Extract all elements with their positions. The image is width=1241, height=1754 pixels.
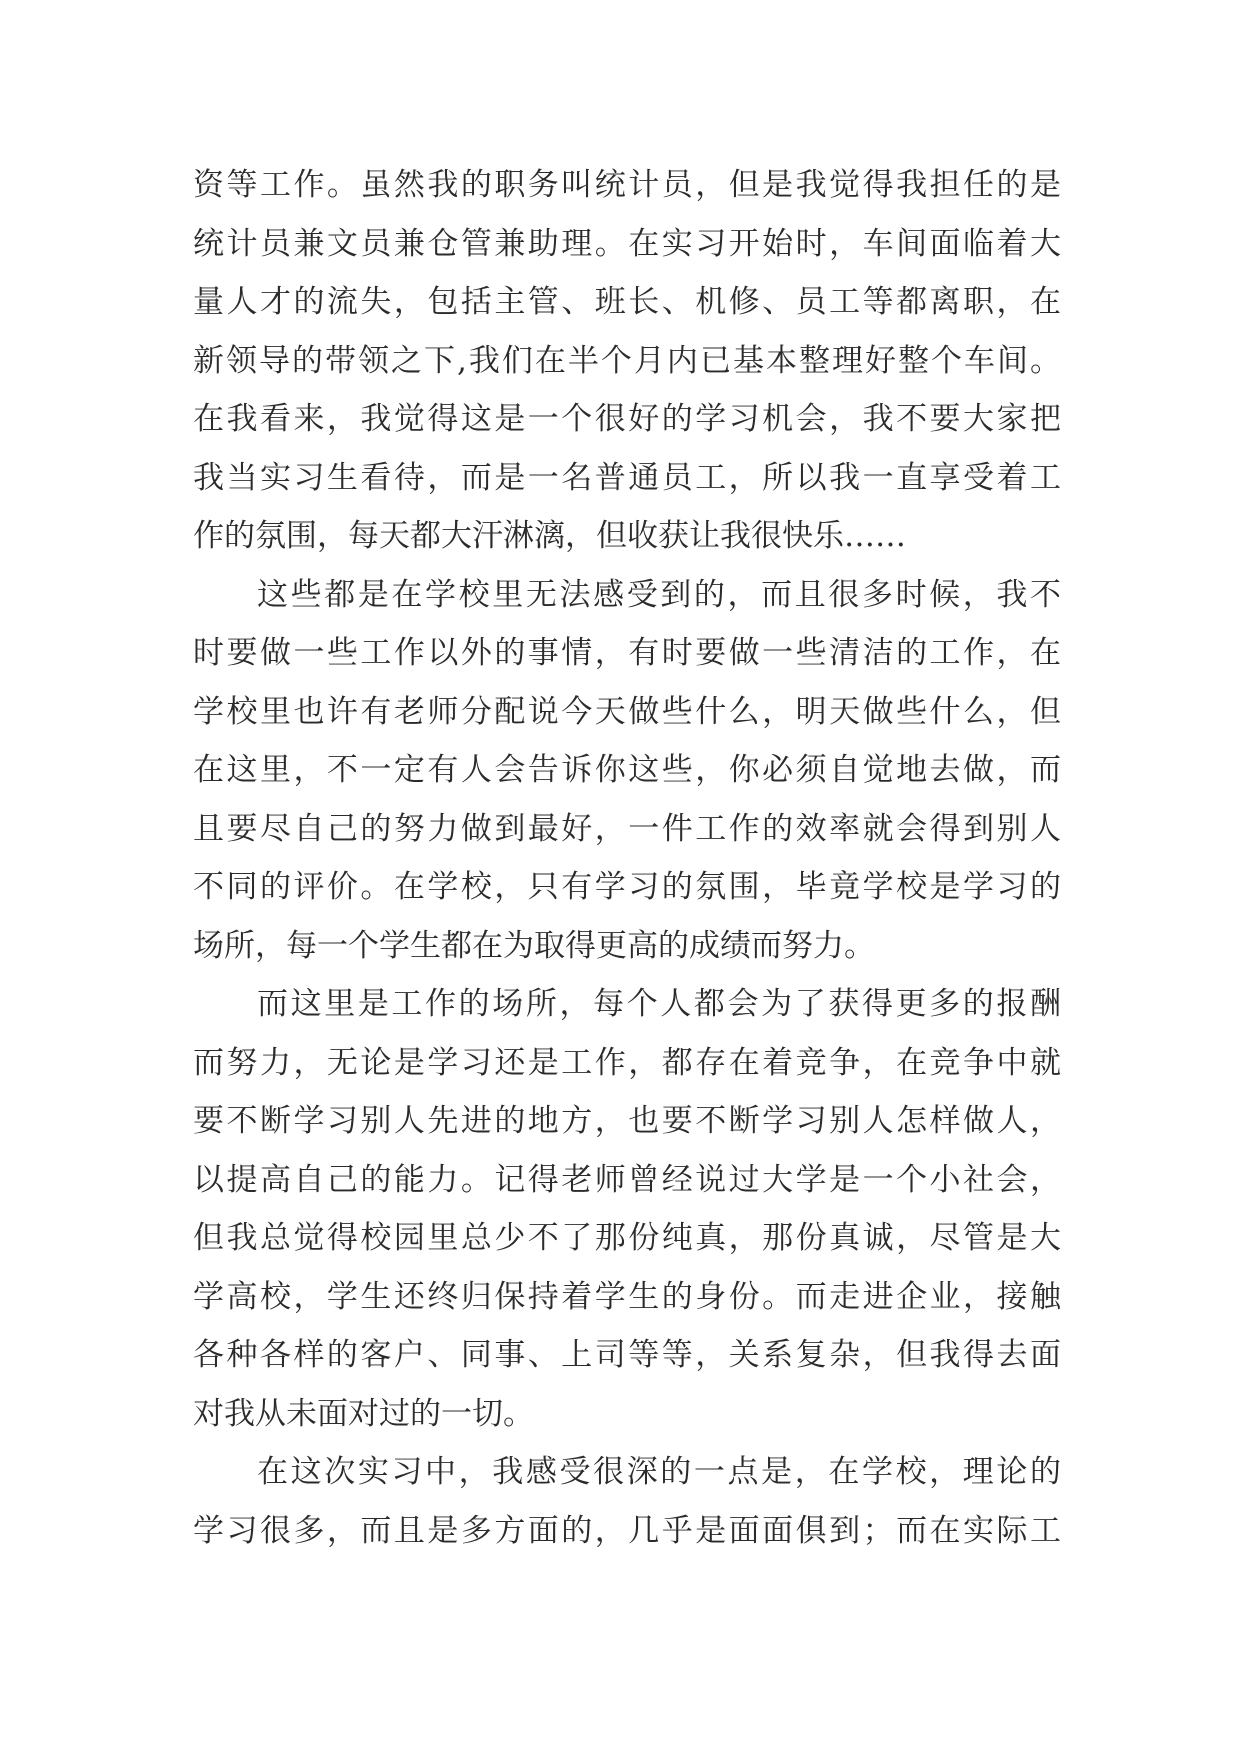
text-line: 不同的评价。在学校，只有学习的氛围，毕竟学校是学习的: [193, 869, 1061, 905]
text-line: 时要做一些工作以外的事情，有时要做一些清洁的工作，在: [193, 635, 1061, 671]
text-line: 作的氛围，每天都大汗淋漓，但收获让我很快乐……: [193, 518, 906, 554]
text-line: 统计员兼文员兼仓管兼助理。在实习开始时，车间面临着大: [193, 225, 1061, 262]
text-line: 学习很多，而且是多方面的，几乎是面面俱到；而在实际工: [193, 1512, 1061, 1549]
text-line: 学校里也许有老师分配说今天做些什么，明天做些什么，但: [193, 693, 1061, 730]
text-line: 在这次实习中，我感受很深的一点是，在学校，理论的: [257, 1454, 1061, 1490]
text-line: 对我从未面对过的一切。: [193, 1395, 534, 1432]
text-line: 要不断学习别人先进的地方，也要不断学习别人怎样做人，: [193, 1103, 1061, 1139]
text-line: 在我看来，我觉得这是一个很好的学习机会，我不要大家把: [193, 401, 1061, 437]
text-line: 在这里，不一定有人会告诉你这些，你必须自觉地去做，而: [193, 752, 1061, 788]
text-line: 场所，每一个学生都在为取得更高的成绩而努力。: [193, 927, 875, 964]
text-line: 且要尽自己的努力做到最好，一件工作的效率就会得到别人: [193, 810, 1061, 847]
text-line: 量人才的流失，包括主管、班长、机修、员工等都离职，在: [193, 284, 1061, 320]
text-line: 而这里是工作的场所，每个人都会为了获得更多的报酬: [257, 986, 1061, 1022]
text-line: 新领导的带领之下,我们在半个月内已基本整理好整个车间。: [193, 342, 1061, 379]
text-line: 但我总觉得校园里总少不了那份纯真，那份真诚，尽管是大: [193, 1220, 1061, 1256]
text-line: 这些都是在学校里无法感受到的，而且很多时候，我不: [257, 576, 1061, 613]
text-line: 而努力，无论是学习还是工作，都存在着竞争，在竞争中就: [193, 1044, 1061, 1081]
text-line: 学高校，学生还终归保持着学生的身份。而走进企业，接触: [193, 1278, 1061, 1315]
text-line: 我当实习生看待，而是一名普通员工，所以我一直享受着工: [193, 459, 1061, 496]
text-line: 各种各样的客户、同事、上司等等，关系复杂，但我得去面: [193, 1337, 1061, 1373]
text-line: 资等工作。虽然我的职务叫统计员，但是我觉得我担任的是: [193, 167, 1061, 203]
text-line: 以提高自己的能力。记得老师曾经说过大学是一个小社会，: [193, 1161, 1061, 1198]
body-text: [193, 156, 1061, 1560]
